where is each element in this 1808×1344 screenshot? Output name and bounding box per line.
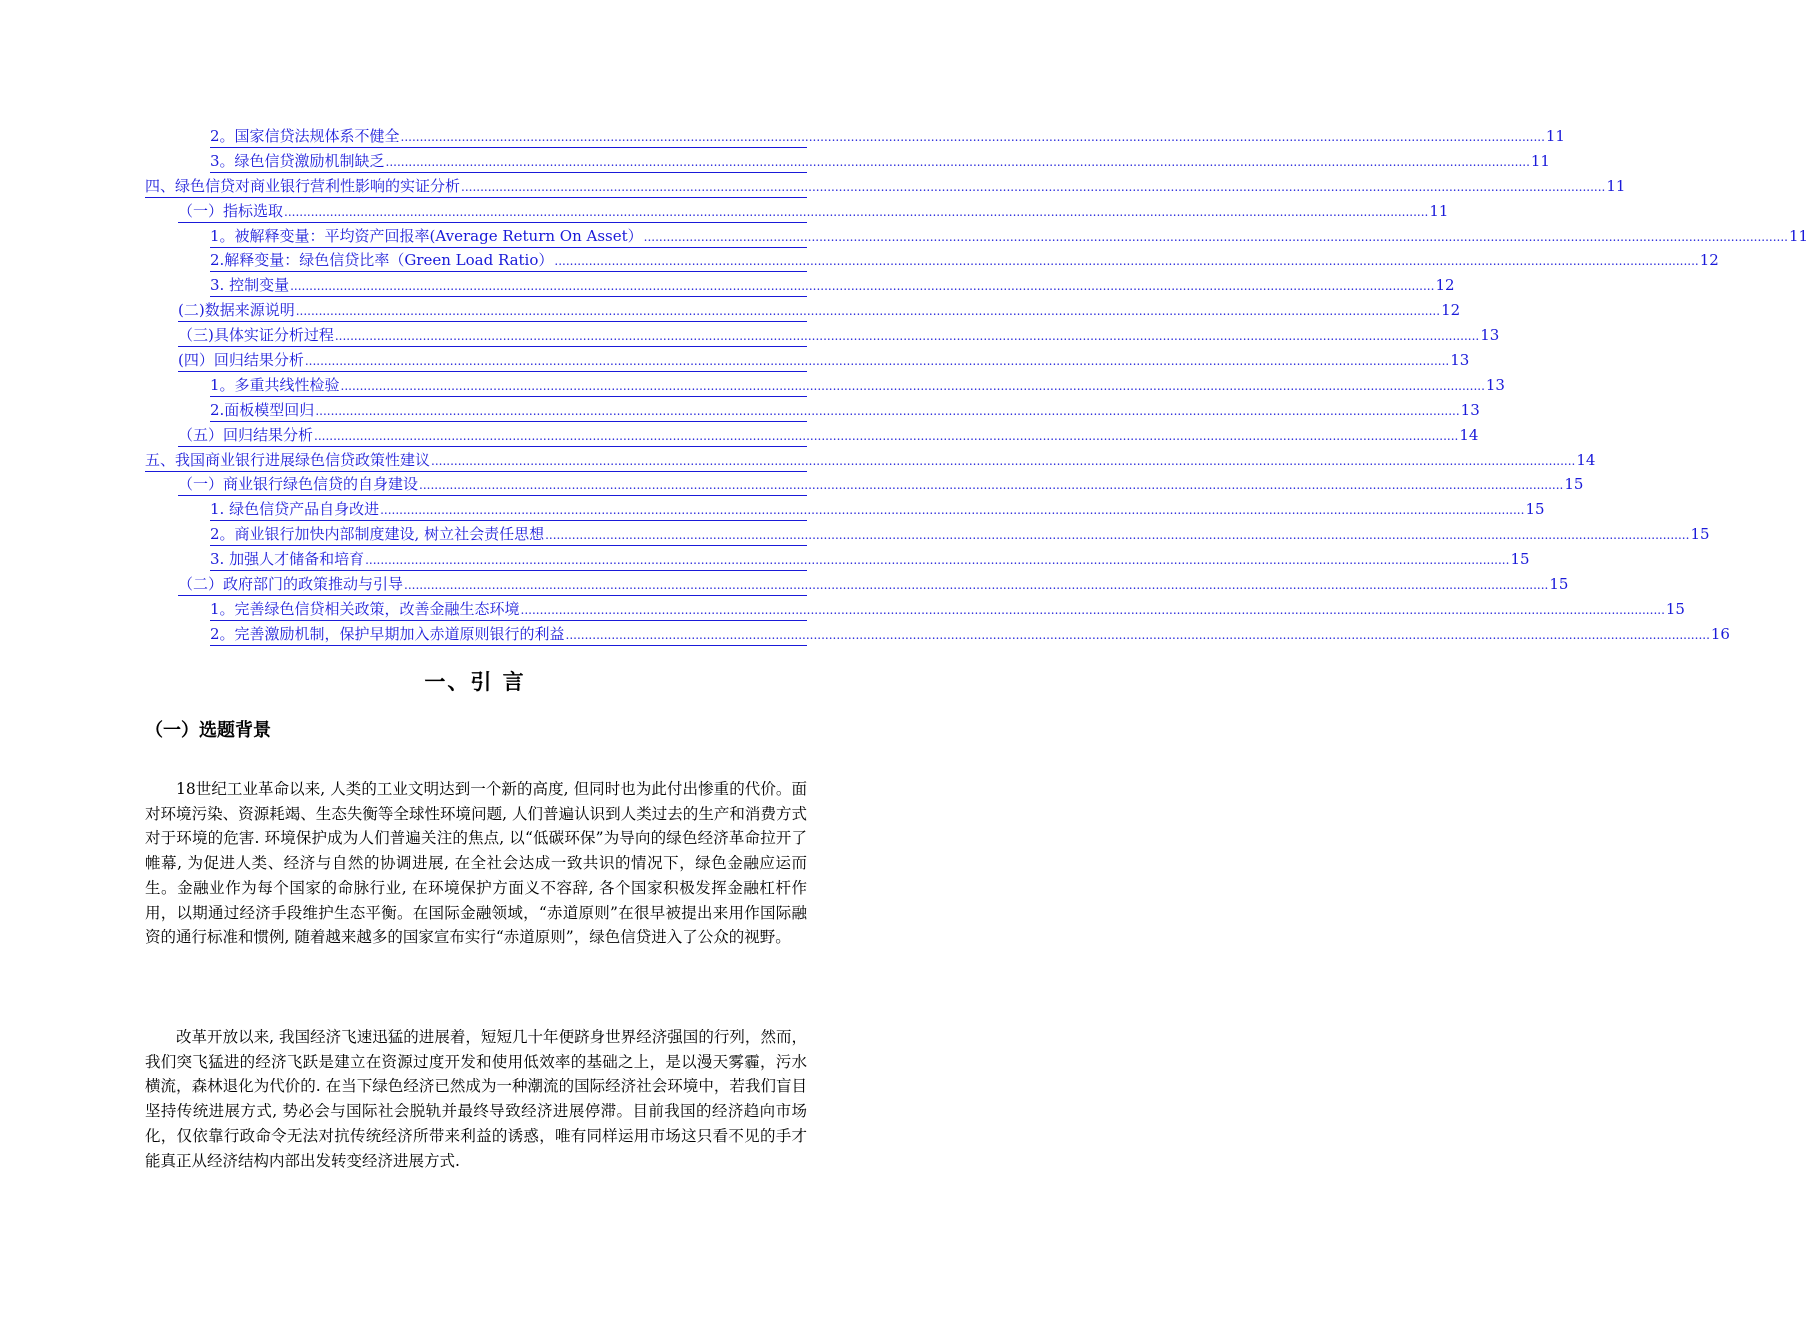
- toc-entry[interactable]: [145, 424, 1479, 449]
- toc-entry[interactable]: [145, 473, 1584, 498]
- toc-entry[interactable]: [145, 324, 1500, 349]
- table-of-contents: [145, 125, 1808, 648]
- toc-entry-label[interactable]: 2.面板模型回归: [210, 400, 315, 419]
- toc-entry-label[interactable]: （二）政府部门的政策推动与引导: [178, 575, 404, 594]
- toc-entry[interactable]: [145, 598, 1685, 623]
- toc-entry-label[interactable]: 1. 绿色信贷产品自身改进: [210, 500, 380, 519]
- toc-entry-label[interactable]: 1。完善绿色信贷相关政策，改善金融生态环境: [210, 599, 520, 618]
- toc-leader-dots: ............................................................................................................................................................................................................................................................................................................: [380, 503, 1525, 518]
- toc-entry[interactable]: [145, 225, 1808, 250]
- toc-leader-dots: ............................................................................................................................................................................................................................................................................................................: [404, 578, 1549, 593]
- body-paragraph-1: 18世纪工业革命以来, 人类的工业文明达到一个新的高度, 但同时也为此付出惨重的代价。面对环境污染、资源耗竭、生态失衡等全球性环境问题, 人们普遍认识到人类过去的生产和消费方式对于环境的危害. 环境保护成为人们普遍关注的焦点, 以“低碳环保”为导向的绿色经济革命拉开了帷幕, 为促进人类、经济与自然的协调进展, 在全社会达成一致共识的情况下，绿色金融应运而生。金融业作为每个国家的命脉行业, 在环境保护方面义不容辞, 各个国家积极发挥金融杠杆作用，以期通过经济手段维护生态平衡。在国际金融领域，“赤道原则”在很早被提出来用作国际融资的通行标准和惯例, 随着越来越多的国家宣布实行“赤道原则”，绿色信贷进入了公众的视野。: [145, 780, 807, 947]
- toc-entry[interactable]: [145, 299, 1461, 324]
- toc-page-number[interactable]: 11: [1429, 201, 1449, 220]
- toc-page-number[interactable]: 14: [1459, 425, 1479, 444]
- toc-leader-dots: ............................................................................................................................................................................................................................................................................................................: [520, 602, 1665, 617]
- toc-entry[interactable]: [145, 449, 1596, 474]
- toc-entry-label[interactable]: 3. 控制变量: [210, 276, 290, 295]
- toc-leader-dots: ............................................................................................................................................................................................................................................................................................................: [545, 528, 1690, 543]
- toc-leader-dots: ............................................................................................................................................................................................................................................................................................................: [461, 179, 1606, 194]
- toc-page-number[interactable]: 13: [1450, 351, 1470, 370]
- toc-leader-dots: ............................................................................................................................................................................................................................................................................................................: [315, 403, 1460, 418]
- toc-entry[interactable]: [145, 125, 1565, 150]
- toc-entry-label[interactable]: （一）商业银行绿色信贷的自身建设: [178, 475, 419, 494]
- toc-entry-label[interactable]: 2.解释变量：绿色信贷比率（Green Load Ratio）: [210, 251, 554, 270]
- toc-leader-dots: ............................................................................................................................................................................................................................................................................................................: [365, 553, 1510, 568]
- toc-page-number[interactable]: 11: [1530, 151, 1550, 170]
- toc-leader-dots: ............................................................................................................................................................................................................................................................................................................: [290, 279, 1435, 294]
- toc-page-number[interactable]: 12: [1435, 276, 1455, 295]
- toc-leader-dots: ............................................................................................................................................................................................................................................................................................................: [554, 254, 1699, 269]
- toc-page-number[interactable]: 13: [1485, 375, 1505, 394]
- toc-entry[interactable]: [145, 623, 1730, 648]
- toc-page-number[interactable]: 11: [1606, 176, 1626, 195]
- toc-entry[interactable]: [145, 249, 1719, 274]
- toc-page-number[interactable]: 15: [1690, 525, 1710, 544]
- toc-entry-label[interactable]: (二)数据来源说明: [178, 301, 295, 320]
- toc-entry-label[interactable]: 1。多重共线性检验: [210, 375, 340, 394]
- toc-entry[interactable]: [145, 548, 1530, 573]
- toc-entry-label[interactable]: 3. 加强人才储备和培育: [210, 550, 365, 569]
- toc-page-number[interactable]: 14: [1576, 450, 1596, 469]
- toc-page-number[interactable]: 15: [1564, 475, 1584, 494]
- body-paragraph-2: 改革开放以来, 我国经济飞速迅猛的进展着，短短几十年便跻身世界经济强国的行列，然而，我们突飞猛进的经济飞跃是建立在资源过度开发和使用低效率的基础之上，是以漫天雾霾，污水横流，森林退化为代价的. 在当下绿色经济已然成为一种潮流的国际经济社会环境中，若我们盲目坚持传统进展方式, 势必会与国际社会脱轨并最终导致经济进展停滞。目前我国的经济趋向市场化，仅依靠行政命令无法对抗传统经济所带来利益的诱惑，唯有同样运用市场这只看不见的手才能真正从经济结构内部出发转变经济进展方式.: [145, 1028, 807, 1170]
- toc-page-number[interactable]: 12: [1699, 251, 1719, 270]
- toc-leader-dots: ............................................................................................................................................................................................................................................................................................................: [304, 354, 1450, 369]
- toc-leader-dots: ............................................................................................................................................................................................................................................................................................................: [385, 154, 1530, 169]
- toc-entry-label[interactable]: 五、我国商业银行进展绿色信贷政策性建议: [145, 450, 431, 469]
- toc-page-number[interactable]: 11: [1789, 226, 1808, 245]
- toc-page-number[interactable]: 15: [1549, 575, 1569, 594]
- toc-leader-dots: ............................................................................................................................................................................................................................................................................................................: [334, 329, 1480, 344]
- toc-leader-dots: ............................................................................................................................................................................................................................................................................................................: [565, 627, 1710, 642]
- toc-entry-label[interactable]: 2。商业银行加快内部制度建设, 树立社会责任思想: [210, 525, 545, 544]
- toc-leader-dots: ............................................................................................................................................................................................................................................................................................................: [295, 304, 1441, 319]
- toc-page-number[interactable]: 15: [1525, 500, 1545, 519]
- toc-leader-dots: ............................................................................................................................................................................................................................................................................................................: [643, 229, 1788, 244]
- toc-entry[interactable]: [145, 523, 1710, 548]
- toc-entry[interactable]: [145, 200, 1449, 225]
- toc-page-number[interactable]: 11: [1545, 127, 1565, 145]
- toc-entry-label[interactable]: (四）回归结果分析: [178, 351, 304, 370]
- toc-page-number[interactable]: 16: [1710, 624, 1730, 643]
- toc-page-number[interactable]: 15: [1510, 550, 1530, 569]
- toc-entry-label[interactable]: 2。国家信贷法规体系不健全: [210, 127, 400, 145]
- toc-leader-dots: ............................................................................................................................................................................................................................................................................................................: [314, 428, 1459, 443]
- toc-leader-dots: ............................................................................................................................................................................................................................................................................................................: [284, 204, 1429, 219]
- toc-entry-label[interactable]: 1。被解释变量：平均资产回报率(Average Return On Asset）: [210, 226, 643, 245]
- toc-page-number[interactable]: 15: [1665, 599, 1685, 618]
- toc-entry-label[interactable]: 3。绿色信贷激励机制缺乏: [210, 151, 385, 170]
- section-heading: 一、引 言: [424, 670, 526, 694]
- toc-entry[interactable]: [145, 349, 1470, 374]
- toc-entry[interactable]: [145, 274, 1455, 299]
- toc-page-number[interactable]: 13: [1460, 400, 1480, 419]
- toc-entry[interactable]: [145, 150, 1550, 175]
- toc-leader-dots: ............................................................................................................................................................................................................................................................................................................: [400, 130, 1545, 144]
- toc-entry-label[interactable]: （五）回归结果分析: [178, 425, 314, 444]
- toc-leader-dots: ............................................................................................................................................................................................................................................................................................................: [419, 478, 1564, 493]
- toc-entry[interactable]: [145, 175, 1626, 200]
- toc-entry[interactable]: [145, 399, 1480, 424]
- toc-leader-dots: ............................................................................................................................................................................................................................................................................................................: [431, 453, 1576, 468]
- toc-entry-label[interactable]: （三)具体实证分析过程: [178, 326, 334, 345]
- toc-page-number[interactable]: 12: [1441, 301, 1461, 320]
- toc-entry[interactable]: [145, 498, 1545, 523]
- toc-entry-label[interactable]: 四、绿色信贷对商业银行营利性影响的实证分析: [145, 176, 461, 195]
- toc-entry-label[interactable]: （一）指标选取: [178, 201, 284, 220]
- toc-page-number[interactable]: 13: [1480, 326, 1500, 345]
- toc-entry[interactable]: [145, 374, 1505, 399]
- toc-entry-label[interactable]: 2。完善激励机制，保护早期加入赤道原则银行的利益: [210, 624, 565, 643]
- toc-leader-dots: ............................................................................................................................................................................................................................................................................................................: [340, 378, 1485, 393]
- subsection-heading: （一）选题背景: [145, 720, 271, 741]
- toc-entry[interactable]: [145, 573, 1569, 598]
